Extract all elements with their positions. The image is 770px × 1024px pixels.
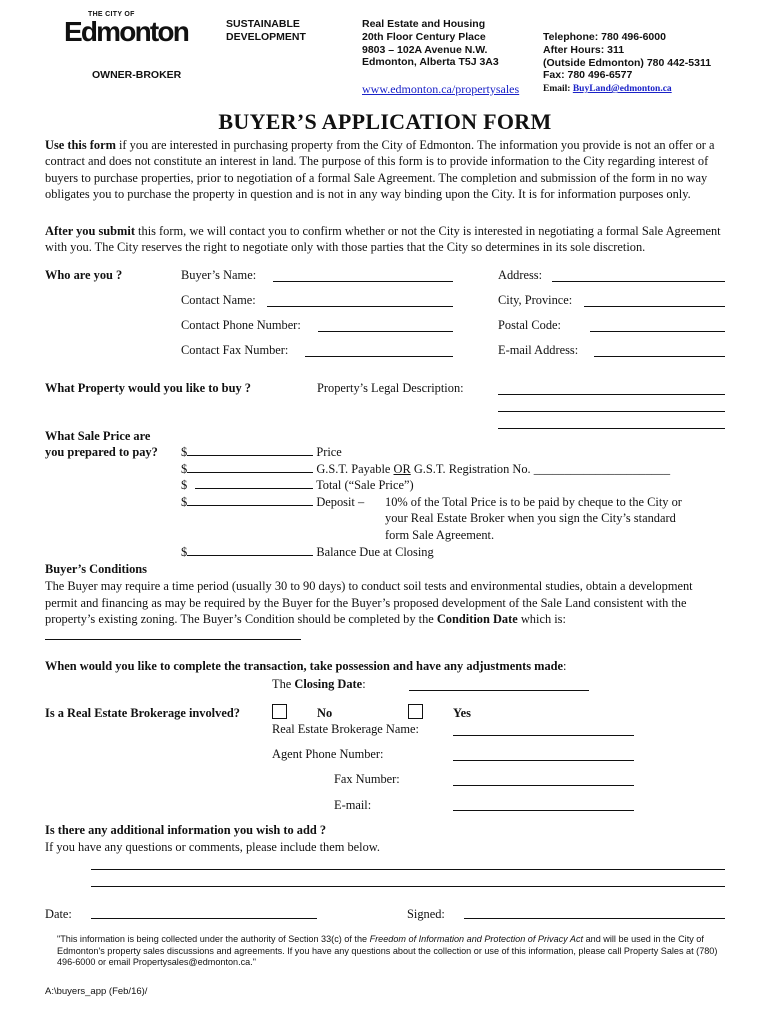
- condition-date-field[interactable]: [45, 628, 301, 640]
- email-contact: [543, 84, 672, 94]
- signature-field[interactable]: [464, 918, 725, 919]
- deposit-label: Deposit –: [316, 495, 365, 509]
- address-field[interactable]: [552, 281, 725, 282]
- deposit-field[interactable]: [187, 494, 313, 506]
- brokerage-name-field[interactable]: [453, 735, 634, 736]
- email-label: Email:: [543, 84, 571, 94]
- email-link[interactable]: BuyLand@edmonton.ca: [572, 84, 672, 94]
- department-name: SUSTAINABLE DEVELOPMENT: [226, 18, 306, 43]
- yes-checkbox[interactable]: [408, 704, 423, 719]
- after-submit-paragraph: [45, 223, 725, 256]
- buyer-name-label: Buyer’s Name:: [181, 268, 257, 282]
- postal-code-label: Postal Code:: [498, 318, 561, 332]
- price-heading: What Sale Price are you prepared to pay?: [45, 429, 158, 460]
- deposit-row: $ Deposit –: [181, 495, 365, 509]
- balance-field[interactable]: [187, 544, 313, 556]
- agent-phone-label: Agent Phone Number:: [272, 747, 384, 761]
- legal-description-field-2[interactable]: [498, 411, 725, 412]
- date-label: Date:: [45, 907, 72, 921]
- logo-small-text: THE CITY OF: [88, 11, 135, 18]
- agent-fax-label: Fax Number:: [334, 772, 400, 786]
- date-field[interactable]: [91, 918, 317, 919]
- contact-phone-field[interactable]: [318, 331, 453, 332]
- city-province-label: City, Province:: [498, 293, 573, 307]
- city-province-field[interactable]: [584, 306, 725, 307]
- email-address-label: E-mail Address:: [498, 343, 579, 357]
- total-row: $ Total (“Sale Price”): [181, 478, 414, 492]
- email-address-field[interactable]: [594, 356, 725, 357]
- transaction-question: When would you like to complete the transaction, take possession and have any adjustments made:: [45, 659, 567, 673]
- contact-name-label: Contact Name:: [181, 293, 256, 307]
- conditions-heading: Buyer’s Conditions: [45, 562, 148, 576]
- document-reference: A:\buyers_app (Feb/16)/: [45, 986, 148, 997]
- additional-heading: Is there any additional information you wish to add ?: [45, 823, 327, 837]
- who-heading: Who are you ?: [45, 268, 123, 282]
- after-submit-text: this form, we will contact you to confirm whether or not the City is interested in negotiating a formal Sale Agreement with you. The City reserves the right to negotiate only with those parties that the City so determines in its sole discretion.: [45, 224, 721, 255]
- comments-field-1[interactable]: [91, 869, 725, 870]
- conditions-paragraph: The Buyer may require a time period (usually 30 to 90 days) to conduct soil tests and environmental studies, obtain a development permit and financing as may be required by the Buyer for the Buyer’s proposed development of the Sale Land consistent with the property’s existing zoning. The Buyer’s Condition should be completed by the Condition Date which is:: [45, 578, 727, 644]
- yes-label: Yes: [453, 706, 471, 720]
- owner-broker-label: OWNER-BROKER: [92, 69, 182, 81]
- postal-code-field[interactable]: [590, 331, 725, 332]
- price-row: $ Price: [181, 445, 342, 459]
- comments-field-2[interactable]: [91, 886, 725, 887]
- additional-text: If you have any questions or comments, please include them below.: [45, 840, 381, 854]
- website-link[interactable]: www.edmonton.ca/propertysales: [362, 82, 520, 96]
- form-title: BUYER’S APPLICATION FORM: [218, 109, 552, 134]
- contact-fax-label: Contact Fax Number:: [181, 343, 289, 357]
- agent-email-field[interactable]: [453, 810, 634, 811]
- brokerage-question: Is a Real Estate Brokerage involved?: [45, 706, 240, 720]
- legal-description-field-1[interactable]: [498, 394, 725, 395]
- after-submit-lead: After you submit: [45, 224, 135, 238]
- total-label: Total (“Sale Price”): [316, 478, 414, 492]
- privacy-notice: "This information is being collected under the authority of Section 33(c) of the Freedom of Information and Protection of Privacy Act and will be used in the City of Edmonton's property sales discussions and agreements. If you have any questions about the collection or use of this information, please call Property Sales at (780) 496-6000 or email Propertysales@edmonton.ca.": [57, 934, 718, 968]
- intro-paragraph: [45, 137, 725, 203]
- balance-row: $ Balance Due at Closing: [181, 545, 434, 559]
- no-checkbox[interactable]: [272, 704, 287, 719]
- gst-field[interactable]: [187, 461, 313, 473]
- no-label: No: [317, 706, 333, 720]
- logo-wordmark: Edmonton: [64, 16, 189, 47]
- deposit-description: 10% of the Total Price is to be paid by cheque to the City or your Real Estate Broker when you sign the City’s standard form Sale Agreement.: [385, 495, 682, 542]
- contact-fax-field[interactable]: [305, 356, 453, 357]
- office-address: Real Estate and Housing 20th Floor Century Place 9803 – 102A Avenue N.W. Edmonton, Alberta T5J 3A3: [362, 18, 499, 69]
- closing-date-label: The Closing Date:: [272, 677, 366, 691]
- agent-email-label: E-mail:: [334, 798, 372, 812]
- closing-date-field[interactable]: [409, 690, 589, 691]
- price-field[interactable]: [187, 444, 313, 456]
- city-logo: [64, 10, 210, 50]
- gst-row: $ G.S.T. Payable OR G.S.T. Registration No. ______________________: [181, 462, 671, 476]
- legal-description-label: Property’s Legal Description:: [317, 381, 464, 395]
- price-label: Price: [316, 445, 342, 459]
- contact-phone-label: Contact Phone Number:: [181, 318, 301, 332]
- address-label: Address:: [498, 268, 543, 282]
- office-contact: Telephone: 780 496-6000 After Hours: 311 (Outside Edmonton) 780 442-5311 Fax: 780 496-6577: [543, 31, 712, 82]
- legal-description-field-3[interactable]: [498, 428, 725, 429]
- intro-lead: Use this form: [45, 138, 116, 152]
- intro-text: if you are interested in purchasing property from the City of Edmonton. The information you provide is not an offer or a contract and does not constitute an interest in land. The purpose of this form is to provide information to the City regarding interest of buyers to purchase properties, prior to negotiation of a formal Sale Agreement. The completion and submission of the form in no way obligates you to purchase the property in question and is not in any way binding upon the City. It is for information purposes only.: [45, 138, 715, 202]
- total-field[interactable]: [195, 477, 313, 489]
- balance-label: Balance Due at Closing: [316, 545, 434, 559]
- buyer-name-field[interactable]: [273, 281, 453, 282]
- signed-label: Signed:: [407, 907, 445, 921]
- contact-name-field[interactable]: [267, 306, 453, 307]
- brokerage-name-label: Real Estate Brokerage Name:: [272, 722, 419, 736]
- agent-phone-field[interactable]: [453, 760, 634, 761]
- agent-fax-field[interactable]: [453, 785, 634, 786]
- property-heading: What Property would you like to buy ?: [45, 381, 251, 395]
